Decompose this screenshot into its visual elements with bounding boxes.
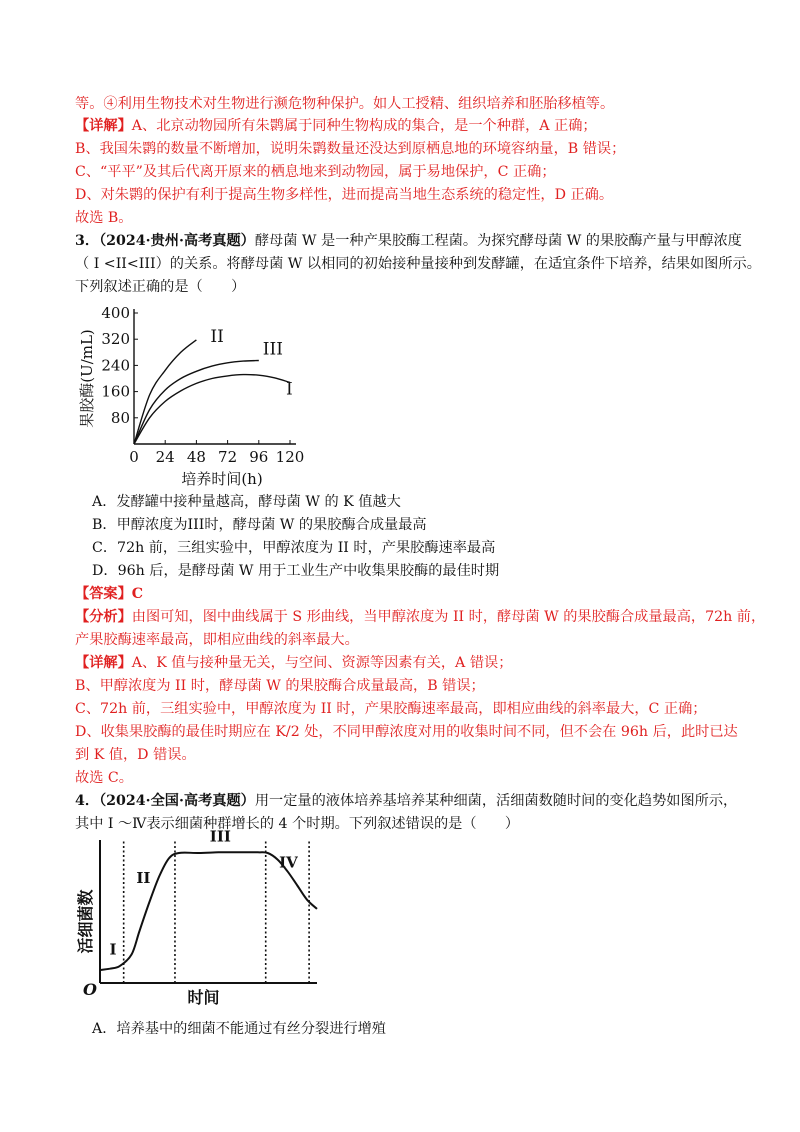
x-tick-label: 120 [275, 448, 305, 466]
q3-detail-line-3: C、72h 前，三组实验中，甲醇浓度为 II 时，产果胶酶速率最高，即相应曲线的斜率最大，C 正确； [75, 701, 707, 717]
x-tick-label: 72 [218, 448, 238, 466]
phase-label-1: I [109, 940, 117, 959]
prev-detail-line-d: D、对朱鹮的保护有利于提高生物多样性，进而提高当地生态系统的稳定性，D 正确。 [75, 187, 614, 203]
q3-number: 3． [75, 233, 100, 249]
y-axis-label: 果胶酶(U/mL) [78, 329, 96, 428]
prev-answer-tail: 等。④利用生物技术对生物进行濒危物种保护。如人工授精、组织培养和胚胎移植等。 [75, 96, 615, 112]
y-tick-label: 240 [101, 356, 130, 375]
series-line-III [134, 361, 259, 445]
q3-conclusion: 故选 C。 [75, 770, 133, 786]
q4-source: （2024·全国·高考真题） [99, 793, 255, 809]
q4-option-a[interactable]: A．培养基中的细菌不能通过有丝分裂进行增殖 [92, 1021, 386, 1037]
series-line-I [134, 375, 290, 444]
analysis-tag: 【分析】 [75, 609, 132, 625]
y-tick-label: 80 [110, 408, 130, 427]
q3-stem-line-1 [75, 230, 742, 252]
phase-label-4: IV [279, 853, 298, 872]
q3-option-c[interactable]: C．72h 前，三组实验中，甲醇浓度为 II 时，产果胶酶速率最高 [92, 540, 496, 556]
prev-detail-line-c: C、“平平”及其后代离开原来的栖息地来到动物园，属于易地保护，C 正确； [75, 164, 556, 180]
analysis-text: 由图可知，图中曲线属于 S 形曲线，当甲醇浓度为 II 时，酵母菌 W 的果胶酶合成量最高，72h 前， [131, 609, 766, 625]
q3-option-b[interactable]: B．甲醇浓度为III时，酵母菌 W 的果胶酶合成量最高 [92, 517, 427, 533]
q3-stem-line-3: 下列叙述正确的是（ ） [75, 279, 246, 295]
q3-detail-line-1 [75, 652, 512, 674]
phase-label-3: III [209, 827, 231, 846]
detail-tag: 【详解】 [75, 655, 132, 671]
prev-conclusion: 故选 B。 [75, 210, 133, 226]
q4-stem-text: 用一定量的液体培养基培养某种细菌，活细菌数随时间的变化趋势如图所示， [254, 793, 738, 809]
q3-option-a[interactable]: A．发酵罐中接种量越高，酵母菌 W 的 K 值越大 [92, 494, 401, 510]
q3-analysis-line-1 [75, 606, 765, 628]
q4-stem-line-2: 其中 I ～Ⅳ表示细菌种群增长的 4 个时期。下列叙述错误的是（ ） [75, 816, 520, 832]
series-label-II: II [210, 326, 224, 347]
q4-stem-line-1 [75, 790, 737, 812]
y-axis-label: 活细菌数 [76, 889, 95, 954]
x-tick-label: 24 [155, 448, 175, 466]
q3-source: （2024·贵州·高考真题） [99, 233, 255, 249]
x-tick-label: 48 [186, 448, 206, 466]
q3-analysis-line-2: 产果胶酶速率最高，即相应曲线的斜率最大。 [75, 632, 359, 648]
phase-label-2: II [136, 868, 151, 887]
detail-text: A、北京动物园所有朱鹮属于同种生物构成的集合，是一个种群，A 正确； [131, 118, 597, 134]
series-label-III: III [262, 339, 283, 360]
q4-bacteria-chart [75, 827, 335, 1010]
prev-detail-line-b: B、我国朱鹮的数量不断增加，说明朱鹮数量还没达到原栖息地的环境容纳量，B 错误； [75, 141, 626, 157]
y-tick-label: 160 [101, 382, 130, 401]
series-label-I: I [286, 379, 293, 400]
q3-enzyme-chart [70, 305, 310, 495]
y-tick-label: 400 [101, 304, 130, 322]
q3-stem-text: 酵母菌 W 是一种产果胶酶工程菌。为探究酵母菌 W 的果胶酶产量与甲醇浓度 [254, 233, 742, 249]
q3-option-d[interactable]: D．96h 后，是酵母菌 W 用于工业生产中收集果胶酶的最佳时期 [92, 563, 500, 579]
prev-detail-line-a [75, 115, 597, 137]
q3-answer: 【答案】C [75, 586, 144, 602]
x-axis-label: 培养时间(h) [181, 470, 263, 488]
x-axis-label: 时间 [187, 988, 220, 1007]
q3-stem-line-2: （ I <II<III）的关系。将酵母菌 W 以相同的初始接种量接种到发酵罐，在适宜条件下培养，结果如图所示。 [75, 256, 761, 272]
detail-text: A、K 值与接种量无关，与空间、资源等因素有关，A 错误； [131, 655, 513, 671]
detail-tag: 【详解】 [75, 118, 132, 134]
y-tick-label: 320 [101, 330, 130, 349]
origin-label: O [83, 980, 97, 999]
x-tick-label: 0 [129, 448, 139, 466]
q4-number: 4． [75, 793, 100, 809]
q3-detail-line-4: D、收集果胶酶的最佳时期应在 K/2 处，不同甲醇浓度对用的收集时间不同，但不会在 96h 后，此时已达 [75, 724, 738, 740]
q3-detail-line-2: B、甲醇浓度为 II 时，酵母菌 W 的果胶酶合成量最高，B 错误； [75, 678, 485, 694]
x-tick-label: 96 [249, 448, 269, 466]
q3-detail-line-5: 到 K 值，D 错误。 [75, 747, 196, 763]
